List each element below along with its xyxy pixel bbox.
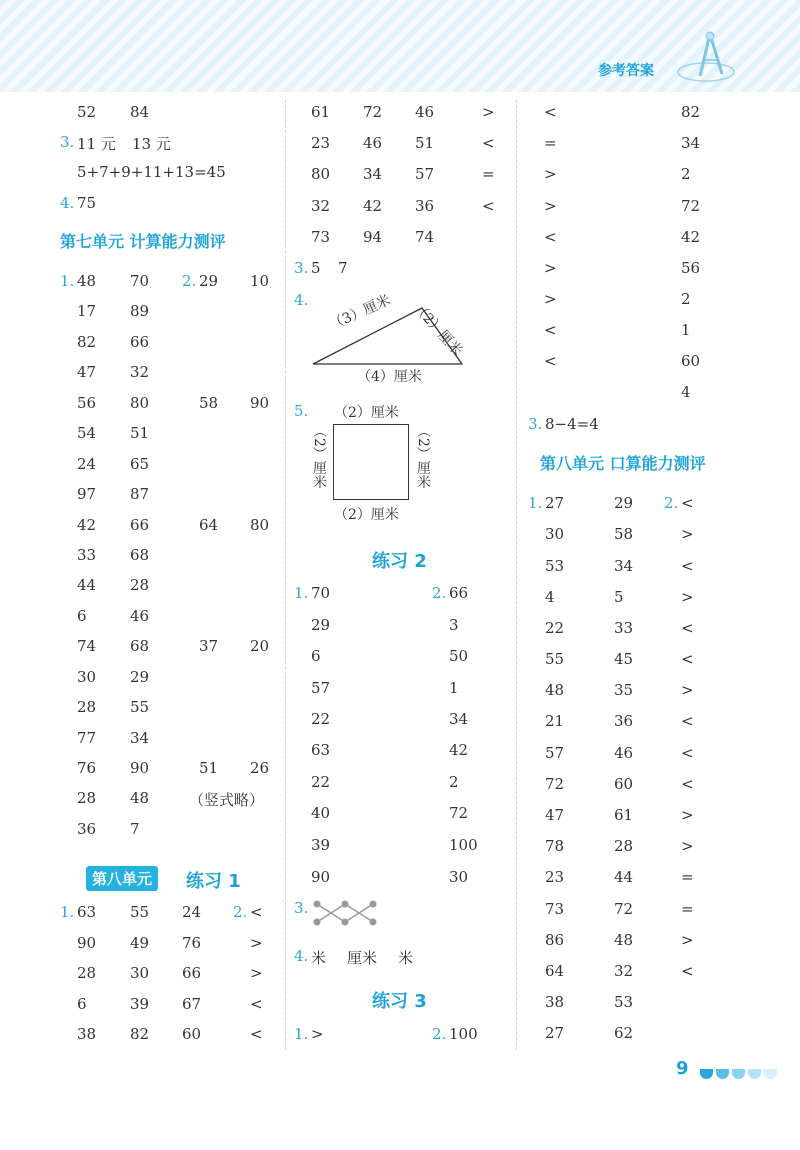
question-number: 5. <box>294 402 309 420</box>
answer-value: 42 <box>77 516 97 534</box>
answer-value: 28 <box>77 964 97 982</box>
answer-value: 4 <box>681 383 691 401</box>
answer-value: > <box>250 934 263 952</box>
answer-value: 67 <box>182 995 202 1013</box>
answer-value: 57 <box>415 165 435 183</box>
answer-value: 97 <box>77 485 97 503</box>
answer-value: 32 <box>614 962 634 980</box>
matching-figure <box>311 898 381 928</box>
answer-value: < <box>250 1025 263 1043</box>
answer-value: 1 <box>449 679 459 697</box>
answer-value: 62 <box>614 1024 634 1042</box>
answer-value: 5+7+9+11+13=45 <box>77 163 226 181</box>
answer-value: 2 <box>449 773 459 791</box>
question-number: 3. <box>60 133 75 151</box>
compass-icon <box>676 30 746 85</box>
answer-value: 7 <box>130 820 140 838</box>
answer-value: 66 <box>182 964 202 982</box>
answer-value: < <box>544 228 557 246</box>
answer-value: = <box>681 868 694 886</box>
answer-value: 58 <box>614 525 634 543</box>
answer-value: 54 <box>77 424 97 442</box>
exercise-heading: 练习 3 <box>372 991 427 1012</box>
answer-value: 90 <box>311 868 331 886</box>
section-heading: 第八单元 口算能力测评 <box>540 454 706 473</box>
answer-value: > <box>544 165 557 183</box>
answer-value: 38 <box>77 1025 97 1043</box>
answer-value: 73 <box>311 228 331 246</box>
answer-value: 64 <box>199 516 219 534</box>
answer-value: 60 <box>614 775 634 793</box>
answer-value: 28 <box>77 698 97 716</box>
answer-value: < <box>681 494 694 512</box>
question-number: 2. <box>432 584 447 602</box>
answer-value: 73 <box>545 900 565 918</box>
answer-value: 22 <box>311 773 331 791</box>
answer-value: 57 <box>545 744 565 762</box>
answer-value: 45 <box>614 650 634 668</box>
answer-value: 34 <box>614 557 634 575</box>
question-number: 2. <box>432 1025 447 1043</box>
answer-value: 32 <box>311 197 331 215</box>
answer-value: 6 <box>77 995 87 1013</box>
answer-value: 48 <box>77 272 97 290</box>
answer-value: 34 <box>363 165 383 183</box>
answer-value: 51 <box>415 134 435 152</box>
page-decoration <box>700 1064 780 1083</box>
answer-value: 4 <box>545 588 555 606</box>
question-number: 3. <box>294 259 309 277</box>
answer-value: < <box>681 650 694 668</box>
triangle-right-label: （2）厘米 <box>409 300 466 359</box>
answer-value: 28 <box>614 837 634 855</box>
answer-value: > <box>544 259 557 277</box>
answer-value: 46 <box>130 607 150 625</box>
answer-value: < <box>544 321 557 339</box>
question-number: 1. <box>60 903 75 921</box>
answer-value: 68 <box>130 637 150 655</box>
answer-value: （竖式略） <box>189 791 265 809</box>
answer-value: 23 <box>311 134 331 152</box>
answer-value: 72 <box>449 804 469 822</box>
answer-value: 51 <box>199 759 219 777</box>
answer-value: 72 <box>614 900 634 918</box>
answer-value: 47 <box>545 806 565 824</box>
answer-value: 29 <box>311 616 331 634</box>
answer-value: 51 <box>130 424 150 442</box>
answer-value: 82 <box>130 1025 150 1043</box>
answer-value: > <box>250 964 263 982</box>
unit-badge: 第八单元 <box>86 866 158 891</box>
answer-value: 23 <box>545 868 565 886</box>
answer-value: 27 <box>545 1024 565 1042</box>
answer-value: 48 <box>130 789 150 807</box>
answer-value: 89 <box>130 302 150 320</box>
answer-value: 80 <box>311 165 331 183</box>
answer-value: 34 <box>681 134 701 152</box>
answer-value: 66 <box>130 516 150 534</box>
answer-value: 33 <box>614 619 634 637</box>
answer-value: 72 <box>545 775 565 793</box>
page-number: 9 <box>676 1058 689 1079</box>
answer-value: 28 <box>130 576 150 594</box>
answer-value: 47 <box>77 363 97 381</box>
answer-value: 22 <box>311 710 331 728</box>
answer-value: 60 <box>681 352 701 370</box>
answer-value: 米 <box>398 949 414 967</box>
answer-value: 52 <box>77 103 97 121</box>
square-top-label: （2）厘米 <box>334 405 399 421</box>
answer-value: > <box>544 290 557 308</box>
answer-value: 42 <box>363 197 383 215</box>
page-header <box>0 0 800 92</box>
answer-value: 17 <box>77 302 97 320</box>
answer-value: 24 <box>77 455 97 473</box>
answer-value: 38 <box>545 993 565 1011</box>
answer-value: 76 <box>182 934 202 952</box>
answer-value: < <box>681 712 694 730</box>
question-number: 1. <box>294 1025 309 1043</box>
answer-value: 53 <box>545 557 565 575</box>
answer-value: 35 <box>614 681 634 699</box>
question-number: 3. <box>294 899 309 917</box>
exercise-heading: 练习 1 <box>186 871 241 892</box>
answer-value: 77 <box>77 729 97 747</box>
answer-value: 28 <box>77 789 97 807</box>
answer-value: 37 <box>199 637 219 655</box>
answer-value: 29 <box>130 668 150 686</box>
answer-value: 5 <box>311 259 321 277</box>
answer-value: 7 <box>338 259 348 277</box>
question-number: 4. <box>60 194 75 212</box>
answer-value: < <box>681 744 694 762</box>
answer-value: < <box>482 197 495 215</box>
answer-value: 70 <box>311 584 331 602</box>
answer-value: = <box>544 134 557 152</box>
answer-value: 11 元 <box>77 135 116 153</box>
answer-value: 26 <box>250 759 270 777</box>
answer-value: > <box>681 837 694 855</box>
answer-value: < <box>250 995 263 1013</box>
square-left-label: （2）厘米 <box>311 424 327 489</box>
answer-value: 46 <box>415 103 435 121</box>
answer-value: 32 <box>130 363 150 381</box>
answer-value: 66 <box>449 584 469 602</box>
answer-value: 72 <box>363 103 383 121</box>
question-number: 2. <box>664 494 679 512</box>
answer-value: 80 <box>130 394 150 412</box>
answer-value: 86 <box>545 931 565 949</box>
answer-value: 6 <box>311 647 321 665</box>
answer-value: = <box>482 165 495 183</box>
answer-value: 94 <box>363 228 383 246</box>
question-number: 4. <box>294 291 309 309</box>
answer-value: 44 <box>614 868 634 886</box>
answer-value: 90 <box>130 759 150 777</box>
answer-value: 36 <box>415 197 435 215</box>
answer-value: 24 <box>182 903 202 921</box>
answer-value: 46 <box>363 134 383 152</box>
answer-value: 36 <box>614 712 634 730</box>
answer-value: 56 <box>77 394 97 412</box>
question-number: 2. <box>233 903 248 921</box>
answer-value: 27 <box>545 494 565 512</box>
answer-value: 48 <box>614 931 634 949</box>
answer-value: 30 <box>545 525 565 543</box>
answer-value: 33 <box>77 546 97 564</box>
answer-value: 63 <box>77 903 97 921</box>
header-title: 参考答案 <box>598 63 654 79</box>
answer-value: > <box>482 103 495 121</box>
answer-value: 75 <box>77 194 97 212</box>
exercise-heading: 练习 2 <box>372 551 427 572</box>
answer-value: 64 <box>545 962 565 980</box>
answer-value: 49 <box>130 934 150 952</box>
question-number: 1. <box>528 494 543 512</box>
answer-value: 5 <box>614 588 624 606</box>
answer-value: 13 元 <box>132 135 171 153</box>
answer-value: < <box>681 775 694 793</box>
answer-value: 10 <box>250 272 270 290</box>
answer-value: 48 <box>545 681 565 699</box>
answer-value: 76 <box>77 759 97 777</box>
question-number: 1. <box>60 272 75 290</box>
answer-value: 2 <box>681 290 691 308</box>
answer-value: > <box>544 197 557 215</box>
answer-value: 39 <box>311 836 331 854</box>
answer-value: 42 <box>449 741 469 759</box>
answer-value: > <box>681 681 694 699</box>
question-number: 3. <box>528 415 543 433</box>
answer-value: 82 <box>77 333 97 351</box>
answer-value: 90 <box>250 394 270 412</box>
answer-value: 40 <box>311 804 331 822</box>
answer-value: 70 <box>130 272 150 290</box>
answer-value: 1 <box>681 321 691 339</box>
square-figure <box>333 424 409 500</box>
answer-value: 42 <box>681 228 701 246</box>
answer-value: 29 <box>614 494 634 512</box>
triangle-bottom-label: （4）厘米 <box>357 369 422 385</box>
answer-value: 53 <box>614 993 634 1011</box>
question-number: 2. <box>182 272 197 290</box>
question-number: 4. <box>294 947 309 965</box>
answer-value: 6 <box>77 607 87 625</box>
section-heading: 第七单元 计算能力测评 <box>60 232 226 251</box>
answer-value: 44 <box>77 576 97 594</box>
answer-value: < <box>681 962 694 980</box>
answer-value: 61 <box>311 103 331 121</box>
answer-value: 22 <box>545 619 565 637</box>
answer-value: > <box>681 931 694 949</box>
answer-value: 36 <box>77 820 97 838</box>
answer-value: 30 <box>77 668 97 686</box>
answer-value: 68 <box>130 546 150 564</box>
answer-value: 90 <box>77 934 97 952</box>
answer-value: 66 <box>130 333 150 351</box>
answer-value: 60 <box>182 1025 202 1043</box>
square-bottom-label: （2）厘米 <box>334 507 399 523</box>
answer-value: 56 <box>681 259 701 277</box>
answer-value: 2 <box>681 165 691 183</box>
answer-value: 米 <box>311 949 327 967</box>
answer-value: < <box>250 903 263 921</box>
answer-value: 58 <box>199 394 219 412</box>
answer-value: 55 <box>545 650 565 668</box>
answer-value: 84 <box>130 103 150 121</box>
answer-value: < <box>681 557 694 575</box>
answer-value: 61 <box>614 806 634 824</box>
answer-value: 65 <box>130 455 150 473</box>
answer-value: 74 <box>77 637 97 655</box>
answer-value: < <box>544 103 557 121</box>
answer-value: > <box>681 588 694 606</box>
answer-value: > <box>681 525 694 543</box>
answer-value: = <box>681 900 694 918</box>
answer-value: 21 <box>545 712 565 730</box>
answer-value: 74 <box>415 228 435 246</box>
answer-value: 8−4=4 <box>545 415 599 433</box>
answer-value: 50 <box>449 647 469 665</box>
answer-value: 厘米 <box>347 949 378 967</box>
answer-value: 100 <box>449 1025 478 1043</box>
answer-value: 55 <box>130 698 150 716</box>
answer-value: 20 <box>250 637 270 655</box>
answer-value: 72 <box>681 197 701 215</box>
answer-value: > <box>311 1025 324 1043</box>
answer-value: 34 <box>449 710 469 728</box>
answer-value: 63 <box>311 741 331 759</box>
answer-value: 30 <box>449 868 469 886</box>
answer-value: < <box>482 134 495 152</box>
answer-value: 100 <box>449 836 478 854</box>
answer-value: 34 <box>130 729 150 747</box>
triangle-left-label: （3）厘米 <box>327 292 394 334</box>
answer-value: 39 <box>130 995 150 1013</box>
column-divider <box>285 100 286 1050</box>
question-number: 1. <box>294 584 309 602</box>
column-divider <box>516 100 517 1050</box>
answer-value: 82 <box>681 103 701 121</box>
answer-value: 46 <box>614 744 634 762</box>
answer-value: 78 <box>545 837 565 855</box>
answer-value: 29 <box>199 272 219 290</box>
answer-value: 30 <box>130 964 150 982</box>
answer-value: 87 <box>130 485 150 503</box>
square-right-label: （2）厘米 <box>415 424 431 489</box>
answer-value: < <box>681 619 694 637</box>
answer-value: 80 <box>250 516 270 534</box>
answer-value: 57 <box>311 679 331 697</box>
answer-value: 3 <box>449 616 459 634</box>
answer-value: < <box>544 352 557 370</box>
answer-value: > <box>681 806 694 824</box>
answer-value: 55 <box>130 903 150 921</box>
